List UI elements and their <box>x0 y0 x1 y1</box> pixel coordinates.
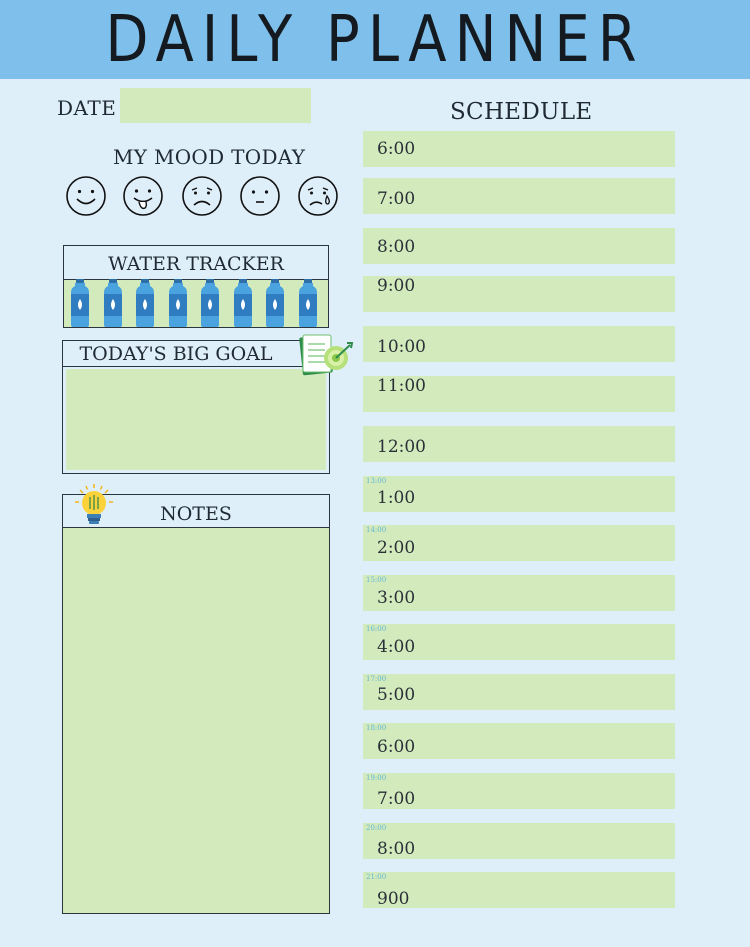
schedule-slot-24h-time: 20:00 <box>366 824 387 832</box>
schedule-slot-time: 8:00 <box>377 839 416 859</box>
notes-section <box>62 494 330 914</box>
notes-title: NOTES <box>63 495 329 528</box>
schedule-slot-24h-time: 21:00 <box>366 873 387 881</box>
water-bottle-icon[interactable] <box>70 279 90 327</box>
schedule-slot-time: 8:00 <box>377 237 416 257</box>
water-bottles <box>70 279 324 327</box>
checklist-target-icon <box>298 333 354 381</box>
schedule-slot[interactable] <box>363 376 675 412</box>
water-tracker <box>63 245 329 328</box>
schedule-slot-24h-time: 14:00 <box>366 526 387 534</box>
mood-row <box>65 175 340 217</box>
schedule-slot[interactable] <box>363 674 675 710</box>
schedule-slot-24h-time: 13:00 <box>366 477 387 485</box>
schedule-slot-time: 1:00 <box>377 488 416 508</box>
water-bottle-icon[interactable] <box>233 279 253 327</box>
schedule-slot[interactable] <box>363 525 675 561</box>
schedule-slot[interactable] <box>363 476 675 512</box>
tongue-face-icon[interactable] <box>122 175 164 217</box>
schedule-slot-24h-time: 17:00 <box>366 675 387 683</box>
water-bottle-icon[interactable] <box>265 279 285 327</box>
schedule-slot-time: 6:00 <box>377 139 416 159</box>
big-goal-section <box>62 340 330 474</box>
schedule-slot-24h-time: 15:00 <box>366 576 387 584</box>
water-tracker-title: WATER TRACKER <box>64 246 328 280</box>
date-field[interactable] <box>120 88 311 123</box>
date-label: DATE <box>57 96 117 120</box>
schedule-slot[interactable] <box>363 624 675 660</box>
schedule-slot-time: 11:00 <box>377 376 426 396</box>
sad-face-icon[interactable] <box>181 175 223 217</box>
water-bottle-icon[interactable] <box>298 279 318 327</box>
neutral-face-icon[interactable] <box>239 175 281 217</box>
water-bottle-icon[interactable] <box>103 279 123 327</box>
schedule-slot[interactable] <box>363 773 675 809</box>
crying-face-icon[interactable] <box>297 175 339 217</box>
schedule-slot-time: 10:00 <box>377 337 426 357</box>
header-banner <box>0 0 750 79</box>
schedule-slot-time: 6:00 <box>377 737 416 757</box>
schedule-slot-time: 5:00 <box>377 685 416 705</box>
mood-title: MY MOOD TODAY <box>113 145 306 169</box>
schedule-title: SCHEDULE <box>450 99 593 125</box>
schedule-slot-time: 4:00 <box>377 637 416 657</box>
schedule-slot-time: 7:00 <box>377 789 416 809</box>
schedule-slot[interactable] <box>363 326 675 362</box>
schedule-slot-time: 12:00 <box>377 437 426 457</box>
water-bottle-icon[interactable] <box>200 279 220 327</box>
schedule-slot[interactable] <box>363 178 675 214</box>
page-title: DAILY PLANNER <box>105 2 645 77</box>
schedule-slot[interactable] <box>363 723 675 759</box>
water-bottle-icon[interactable] <box>135 279 155 327</box>
schedule-slot-time: 9:00 <box>377 276 416 296</box>
schedule-slot-time: 7:00 <box>377 189 416 209</box>
smile-face-icon[interactable] <box>65 175 107 217</box>
water-bottle-icon[interactable] <box>168 279 188 327</box>
lightbulb-icon <box>74 483 114 527</box>
schedule-slot[interactable] <box>363 823 675 859</box>
big-goal-title: TODAY'S BIG GOAL <box>63 341 329 367</box>
schedule-slot[interactable] <box>363 575 675 611</box>
schedule-slot-24h-time: 19:00 <box>366 774 387 782</box>
big-goal-area[interactable] <box>66 369 326 470</box>
schedule-slot[interactable] <box>363 228 675 264</box>
schedule-slot-time: 900 <box>377 889 410 909</box>
schedule-slot[interactable] <box>363 276 675 312</box>
schedule-slot[interactable] <box>363 426 675 462</box>
schedule-slot-time: 2:00 <box>377 538 416 558</box>
schedule-slot[interactable] <box>363 131 675 167</box>
schedule-slot-time: 3:00 <box>377 588 416 608</box>
schedule-slot-24h-time: 16:00 <box>366 625 387 633</box>
schedule-slot[interactable] <box>363 872 675 908</box>
schedule-slot-24h-time: 18:00 <box>366 724 387 732</box>
